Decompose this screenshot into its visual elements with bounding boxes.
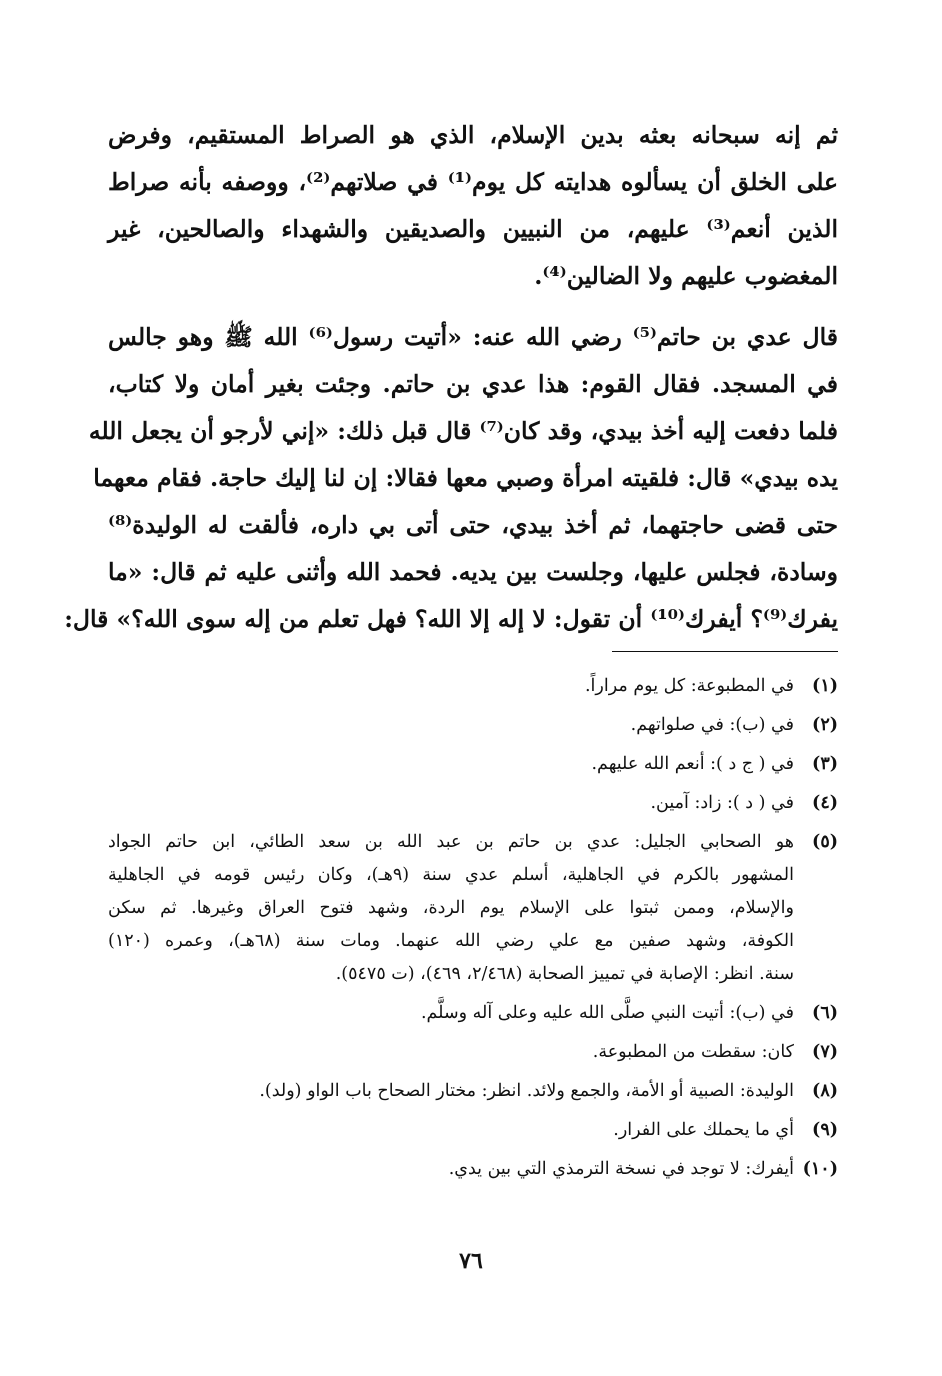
footnote bbox=[108, 1036, 838, 1069]
text-line: ثم إنه سبحانه بعثه بدين الإسلام، الذي هو الصراط المستقيم، وفرض bbox=[108, 121, 838, 149]
paragraph bbox=[64, 314, 839, 643]
footnote-number: (٥) bbox=[812, 832, 838, 852]
footnote bbox=[108, 997, 838, 1030]
footnote-text bbox=[108, 670, 794, 703]
footnote-line: سنة. انظر: الإصابة في تمييز الصحابة (٢/٤٦٨، ٤٦٩)، (ت ٥٤٧٥). bbox=[335, 964, 794, 984]
footnote-line: في ( د ): زاد: آمين. bbox=[650, 793, 794, 813]
footnote-line: الكوفة، وشهد صفين مع علي رضي الله عنهما. ومات سنة (٦٨هـ)، وعمره (١٢٠) bbox=[108, 931, 795, 951]
text-line: وسادة، فجلس عليها، وجلست بين يديه. فحمد الله وأثنى عليه ثم قال: «ما bbox=[108, 558, 838, 586]
paragraph bbox=[108, 112, 838, 300]
text-line: يده بيدي» قال: فلقيته امرأة وصبي معها فقالا: إن لنا إليك حاجة. فقام معهما bbox=[93, 464, 838, 492]
footnotes bbox=[108, 670, 838, 1192]
footnote bbox=[108, 1075, 838, 1108]
text-line: فلما دفعت إليه أخذ بيدي، وقد كان⁽⁷⁾ قال قبل ذلك: «إني لأرجو أن يجعل الله bbox=[88, 417, 838, 445]
footnote-number: (٦) bbox=[812, 1003, 838, 1023]
page-number: ٧٦ bbox=[459, 1248, 483, 1274]
footnote-text bbox=[108, 1075, 794, 1108]
footnote-number: (٧) bbox=[812, 1042, 838, 1062]
footnote-number: (٢) bbox=[812, 715, 838, 735]
footnote-line: المشهور بالكرم في الجاهلية، أسلم عدي سنة (٩هـ)، وكان رئيس قومه في الجاهلية bbox=[108, 865, 794, 885]
footnote-text bbox=[108, 1114, 794, 1147]
footnote-number: (٨) bbox=[812, 1081, 838, 1101]
footnote-text bbox=[108, 826, 794, 991]
footnote bbox=[108, 1153, 838, 1186]
footnote bbox=[108, 1114, 838, 1147]
footnote-number: (٤) bbox=[812, 793, 838, 813]
footnote-number: (٩) bbox=[812, 1120, 838, 1140]
footnote bbox=[108, 748, 838, 781]
main-text bbox=[64, 112, 839, 643]
text-line: على الخلق أن يسألوه هدايته كل يوم⁽¹⁾ في صلاتهم⁽²⁾، ووصفه بأنه صراط bbox=[108, 168, 839, 196]
footnote-line: في المطبوعة: كل يوم مراراً. bbox=[584, 676, 794, 696]
footnote-line: الوليدة: الصبية أو الأمة، والجمع ولائد. انظر: مختار الصحاح باب الواو (ولد). bbox=[259, 1081, 794, 1101]
text-line: قال عدي بن حاتم⁽⁵⁾ رضي الله عنه: «أتيت رسول⁽⁶⁾ الله ﷺ وهو جالس bbox=[108, 323, 839, 351]
footnote bbox=[108, 709, 838, 742]
footnote-number: (٣) bbox=[812, 754, 838, 774]
footnote-line: أيفرك: لا توجد في نسخة الترمذي التي بين يدي. bbox=[448, 1159, 794, 1179]
footnote-line: أي ما يحملك على الفرار. bbox=[613, 1120, 794, 1140]
text-line: في المسجد. فقال القوم: هذا عدي بن حاتم. وجئت بغير أمان ولا كتاب، bbox=[108, 370, 838, 398]
footnote-text bbox=[108, 1153, 794, 1186]
footnote-line: كان: سقطت من المطبوعة. bbox=[592, 1042, 794, 1062]
footnote-text bbox=[108, 709, 794, 742]
text-line: المغضوب عليهم ولا الضالين⁽⁴⁾. bbox=[534, 262, 838, 290]
footnote-text bbox=[108, 1036, 794, 1069]
footnote-line: في ( ج د ): أنعم الله عليهم. bbox=[591, 754, 794, 774]
footnote-number: (١٠) bbox=[802, 1159, 838, 1179]
footnote-line: والإسلام، وممن ثبتوا على الإسلام يوم الردة، وشهد فتوح العراق وغيرها. ثم سكن bbox=[108, 898, 794, 918]
footnote-number: (١) bbox=[812, 676, 838, 696]
footnote bbox=[108, 826, 838, 991]
footnote-text bbox=[108, 997, 794, 1030]
footnote-line: هو الصحابي الجليل: عدي بن حاتم بن عبد الله بن سعد الطائي، ابن حاتم الجواد bbox=[108, 832, 794, 852]
footnote-text bbox=[108, 748, 794, 781]
text-line: يفرك⁽⁹⁾؟ أيفرك⁽¹⁰⁾ أن تقول: لا إله إلا الله؟ فهل تعلم من إله سوى الله؟» قال: bbox=[64, 605, 838, 633]
text-line: الذين أنعم⁽³⁾ عليهم، من النبيين والصديقين والشهداء والصالحين، غير bbox=[108, 215, 838, 243]
footnote-separator bbox=[612, 651, 838, 652]
footnote-line: في (ب): أتيت النبي صلَّى الله عليه وعلى آله وسلَّم. bbox=[420, 1003, 794, 1023]
footnote-line: في (ب): في صلواتهم. bbox=[630, 715, 794, 735]
text-line: حتى قضى حاجتهما، ثم أخذ بيدي، حتى أتى بي داره، فألقت له الوليدة⁽⁸⁾ bbox=[108, 511, 838, 539]
footnote bbox=[108, 787, 838, 820]
footnote bbox=[108, 670, 838, 703]
footnote-text bbox=[108, 787, 794, 820]
